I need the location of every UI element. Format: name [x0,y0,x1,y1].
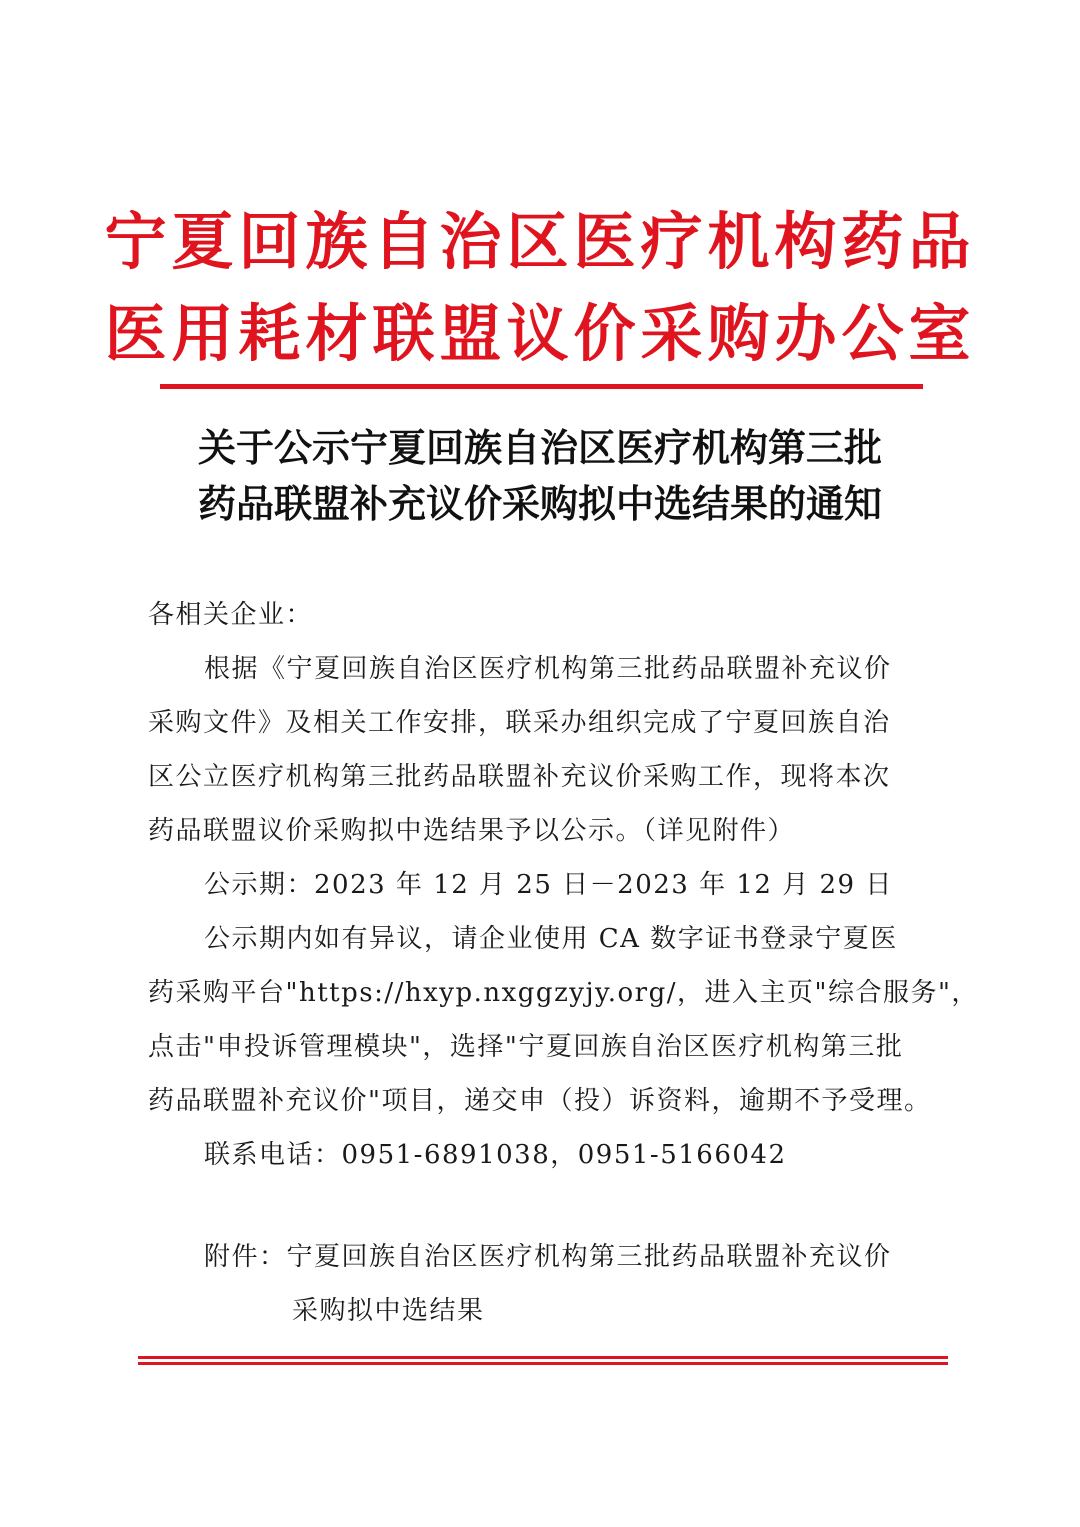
paragraph-1-line-2: 采购文件》及相关工作安排，联采办组织完成了宁夏回族自治 [148,708,891,738]
paragraph-2-line-2: 药采购平台"https://hxyp.nxggzyjy.org/，进入主页"综合服务"， [148,978,979,1008]
document-title-line-2: 药品联盟补充议价采购拟中选结果的通知 [197,481,882,526]
contact-phone: 联系电话：0951-6891038，0951-5166042 [204,1140,787,1170]
letterhead-red-divider [160,384,923,389]
attachment-line-2: 采购拟中选结果 [292,1296,485,1326]
spacer [148,1182,948,1230]
footer-red-rule-upper [138,1356,948,1359]
paragraph-1-line-1: 根据《宁夏回族自治区医疗机构第三批药品联盟补充议价 [204,654,892,684]
document-body [148,588,979,1338]
publicity-period: 公示期：2023 年 12 月 25 日－2023 年 12 月 29 日 [204,870,893,900]
letterhead-org-line-1: 宁夏回族自治区医疗机构药品 [104,205,976,278]
letterhead-org-line-2: 医用耗材联盟议价采购办公室 [104,297,976,370]
document-title-line-1: 关于公示宁夏回族自治区医疗机构第三批 [197,425,882,470]
salutation: 各相关企业： [148,600,314,630]
paragraph-2-line-3: 点击"申投诉管理模块"，选择"宁夏回族自治区医疗机构第三批 [148,1032,904,1062]
letterhead [0,196,1080,380]
footer-red-rule-lower [138,1362,948,1365]
paragraph-1-line-3: 区公立医疗机构第三批药品联盟补充议价采购工作，现将本次 [148,762,891,792]
paragraph-2-line-4: 药品联盟补充议价"项目，递交申（投）诉资料，逾期不予受理。 [148,1086,932,1116]
paragraph-1-line-4: 药品联盟议价采购拟中选结果予以公示。（详见附件） [148,816,796,846]
paragraph-2-line-1: 公示期内如有异议，请企业使用 CA 数字证书登录宁夏医 [204,924,898,954]
document-title [0,420,1080,532]
attachment-line-1: 附件：宁夏回族自治区医疗机构第三批药品联盟补充议价 [204,1242,892,1272]
